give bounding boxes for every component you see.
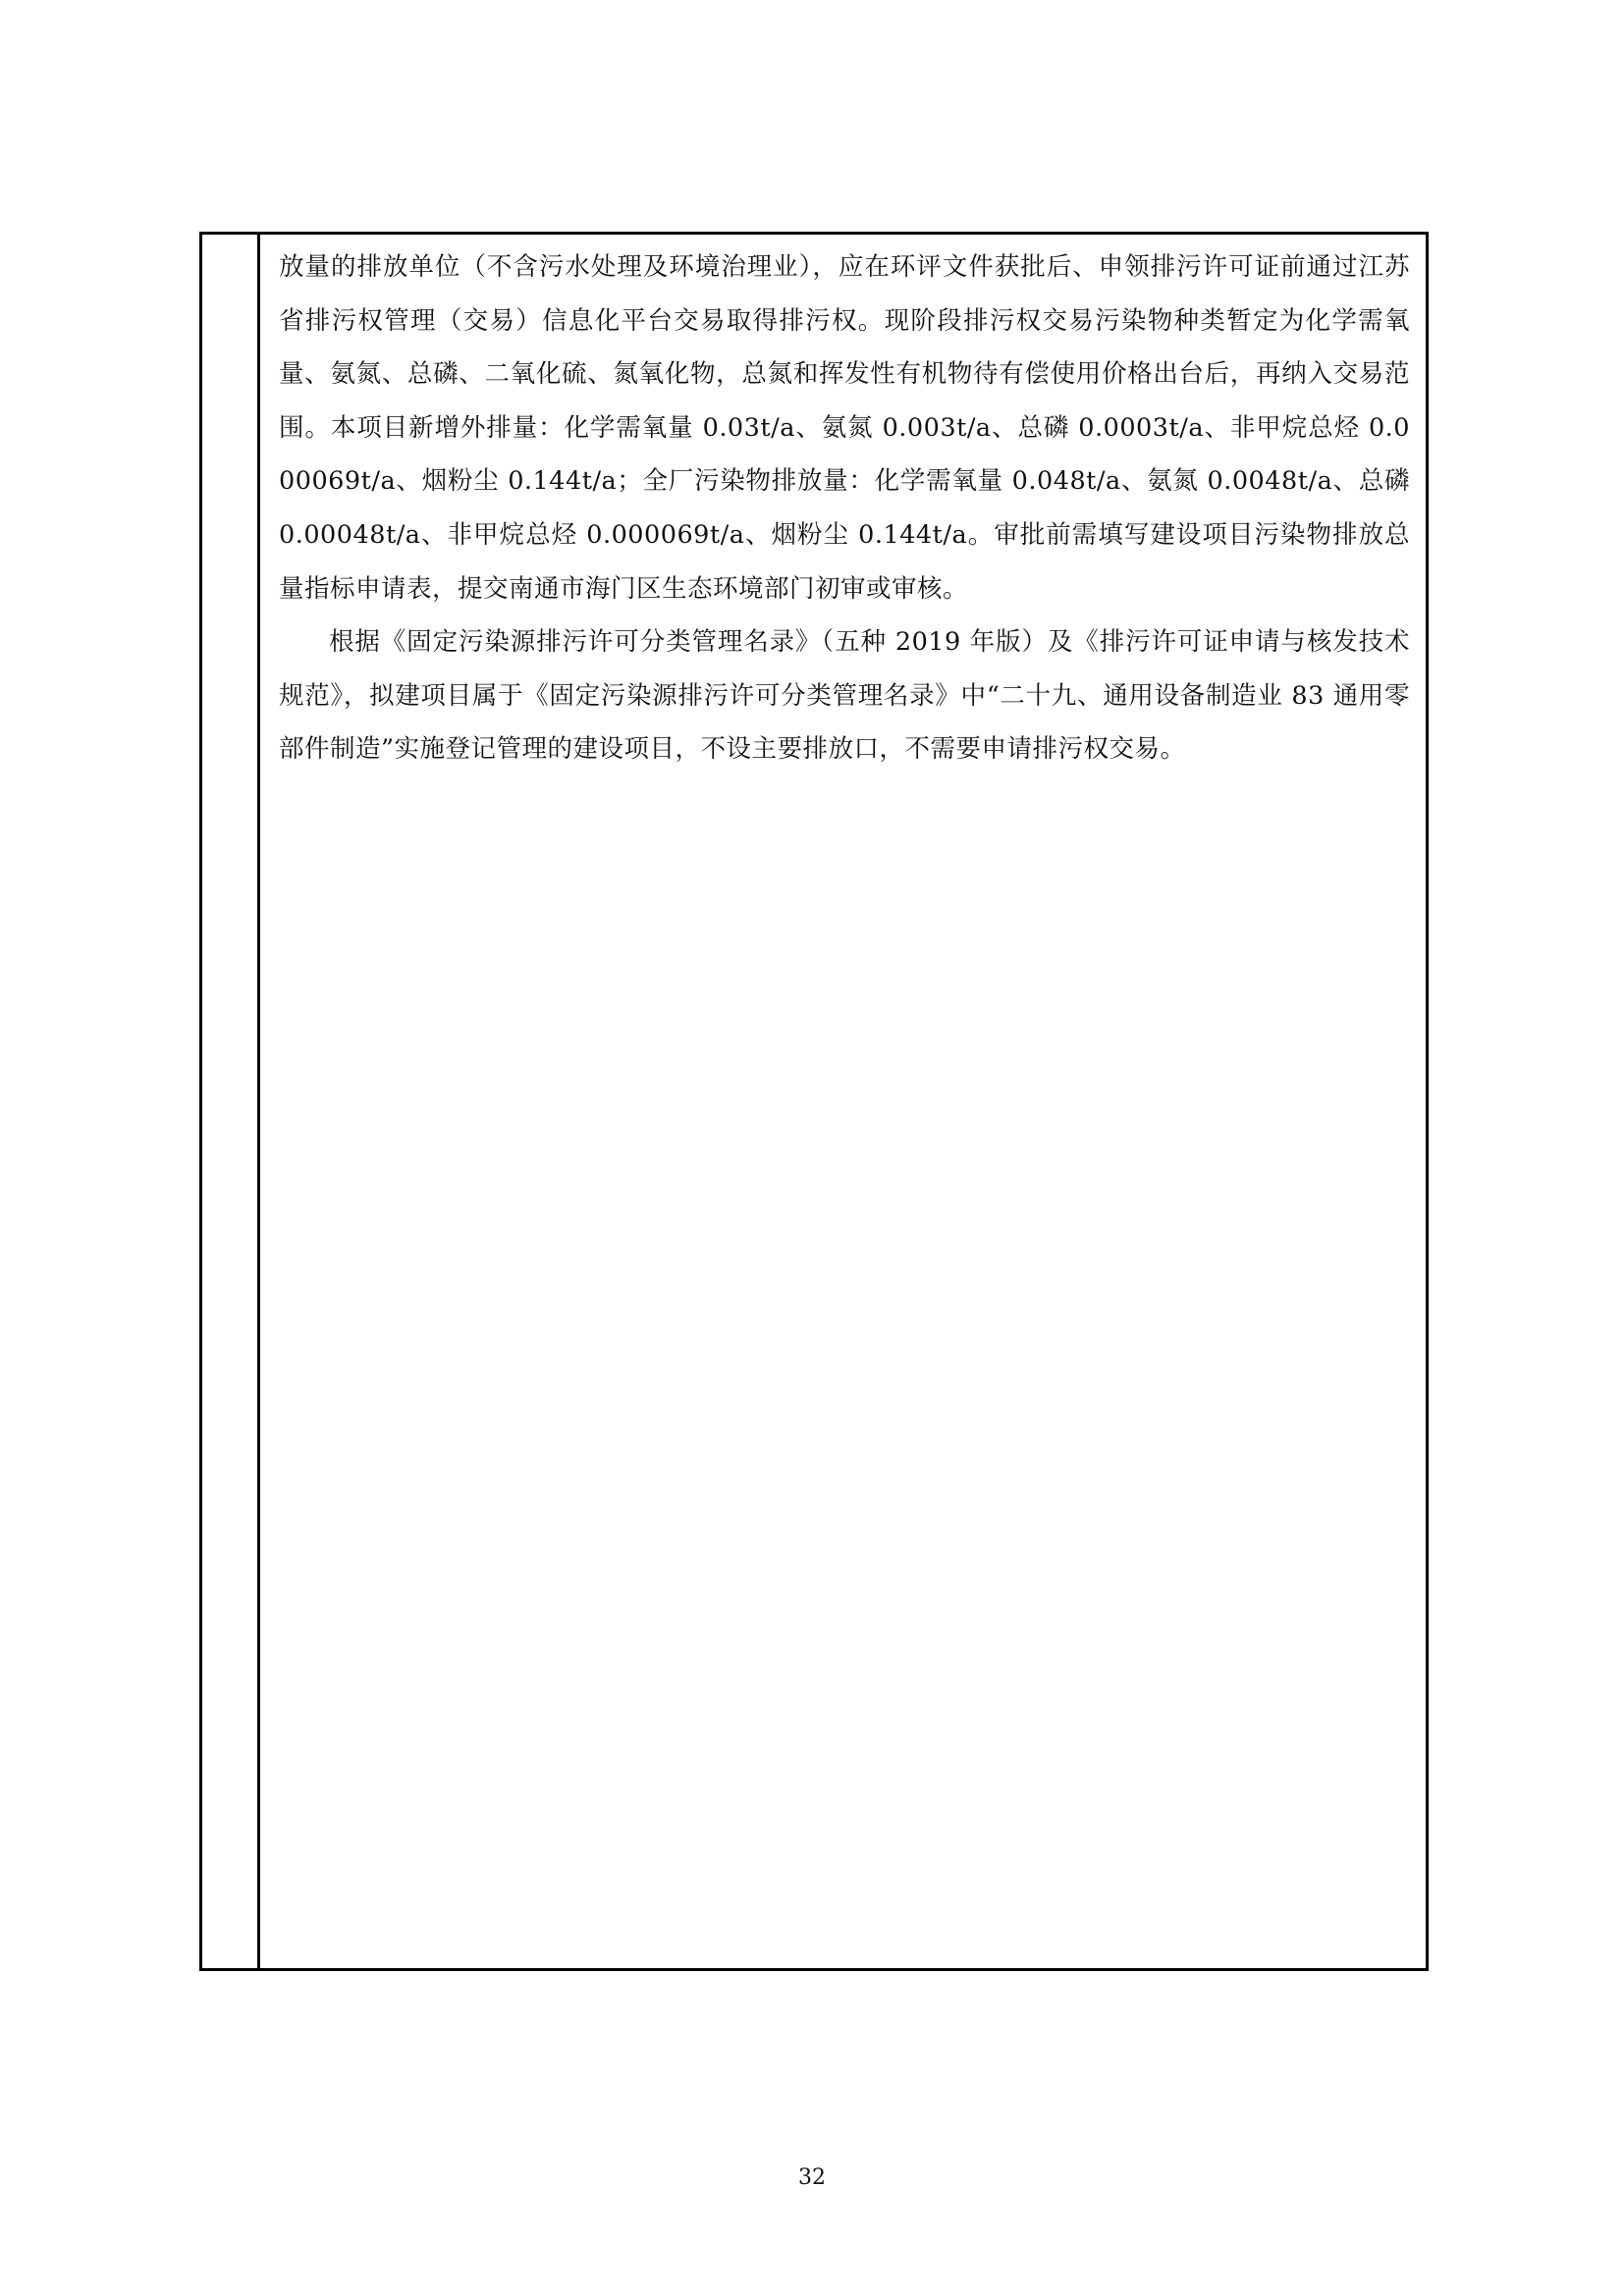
table-left-column bbox=[202, 235, 260, 1968]
paragraph-permit-classification: 根据《固定污染源排污许可分类管理名录》（五种 2019 年版）及《排污许可证申请与核发技术规范》，拟建项目属于《固定污染源排污许可分类管理名录》中“二十九、通用设备制造业 83 通用零部件制造”实施登记管理的建设项目，不设主要排放口，不需要申请排污权交易。 bbox=[279, 627, 1410, 765]
page-number: 32 bbox=[798, 2165, 826, 2190]
table-content-cell bbox=[263, 235, 1426, 1968]
paragraph-emission-rights: 放量的排放单位（不含污水处理及环境治理业），应在环评文件获批后、申领排污许可证前通过江苏省排污权管理（交易）信息化平台交易取得排污权。现阶段排污权交易污染物种类暂定为化学需氧量、氨氮、总磷、二氧化硫、氮氧化物，总氮和挥发性有机物待有偿使用价格出台后，再纳入交易范围。本项目新增外排量：化学需氧量 0.03t/a、氨氮 0.003t/a、总磷 0.0003t/a、非甲烷总烃 0.000069t/a、烟粉尘 0.144t/a；全厂污染物排放量：化学需氧量 0.048t/a、氨氮 0.0048t/a、总磷 0.00048t/a、非甲烷总烃 0.000069t/a、烟粉尘 0.144t/a。审批前需填写建设项目污染物排放总量指标申请表，提交南通市海门区生态环境部门初审或审核。 bbox=[279, 252, 1410, 604]
table-frame bbox=[199, 232, 1429, 1971]
